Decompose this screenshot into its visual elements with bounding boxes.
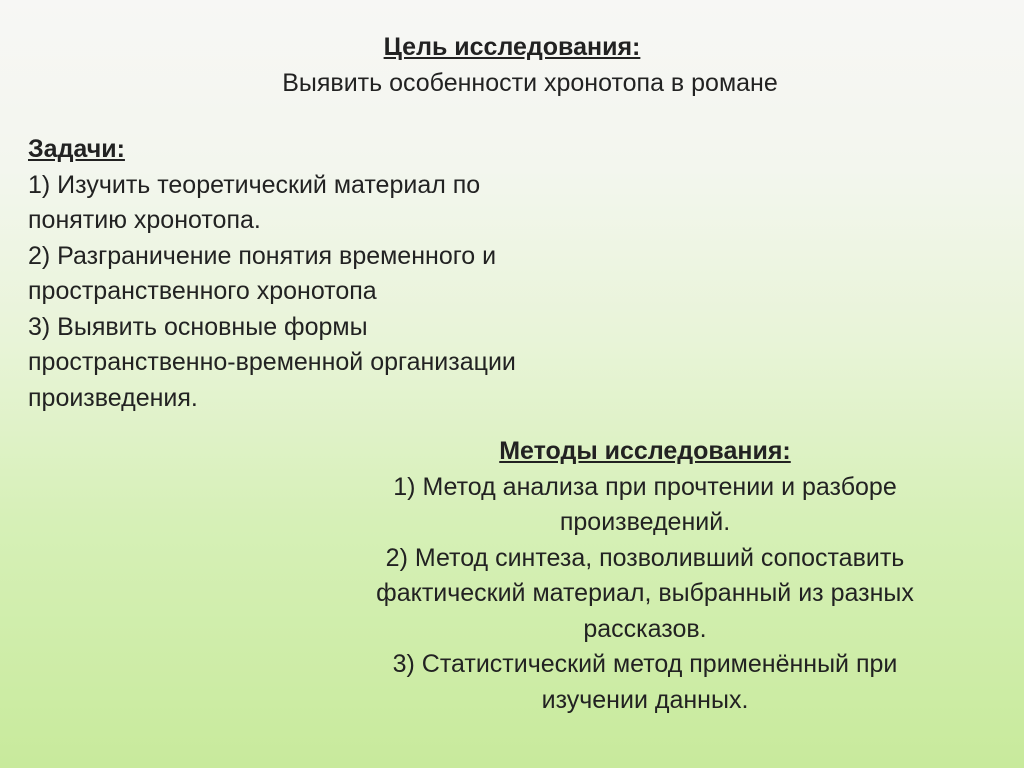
task-line: произведения.	[28, 383, 198, 412]
goal-title: Цель исследования:	[383, 33, 641, 61]
methods-section	[290, 434, 1000, 718]
task-line: пространственно-временной организации	[28, 348, 516, 376]
method-line: фактический материал, выбранный из разных	[376, 579, 914, 607]
tasks-title: Задачи:	[28, 135, 125, 163]
methods-title: Методы исследования:	[499, 437, 791, 465]
task-line: понятию хронотопа.	[28, 206, 261, 234]
task-line: 3) Выявить основные формы	[28, 312, 368, 341]
method-line: 2) Метод синтеза, позволивший сопоставить	[385, 543, 905, 572]
goal-text: Выявить особенности хронотопа в романе	[282, 69, 778, 97]
method-line: 1) Метод анализа при прочтении и разборе	[393, 472, 897, 501]
method-line: 3) Статистический метод применённый при	[392, 650, 898, 678]
task-line: пространственного хронотопа	[28, 277, 377, 305]
method-line: произведений.	[559, 508, 731, 536]
method-line: рассказов.	[583, 614, 707, 643]
task-line: 2) Разграничение понятия временного и	[28, 241, 497, 270]
task-line: 1) Изучить теоретический материал по	[28, 170, 481, 199]
method-line: изучении данных.	[541, 685, 749, 714]
tasks-section	[28, 132, 668, 416]
